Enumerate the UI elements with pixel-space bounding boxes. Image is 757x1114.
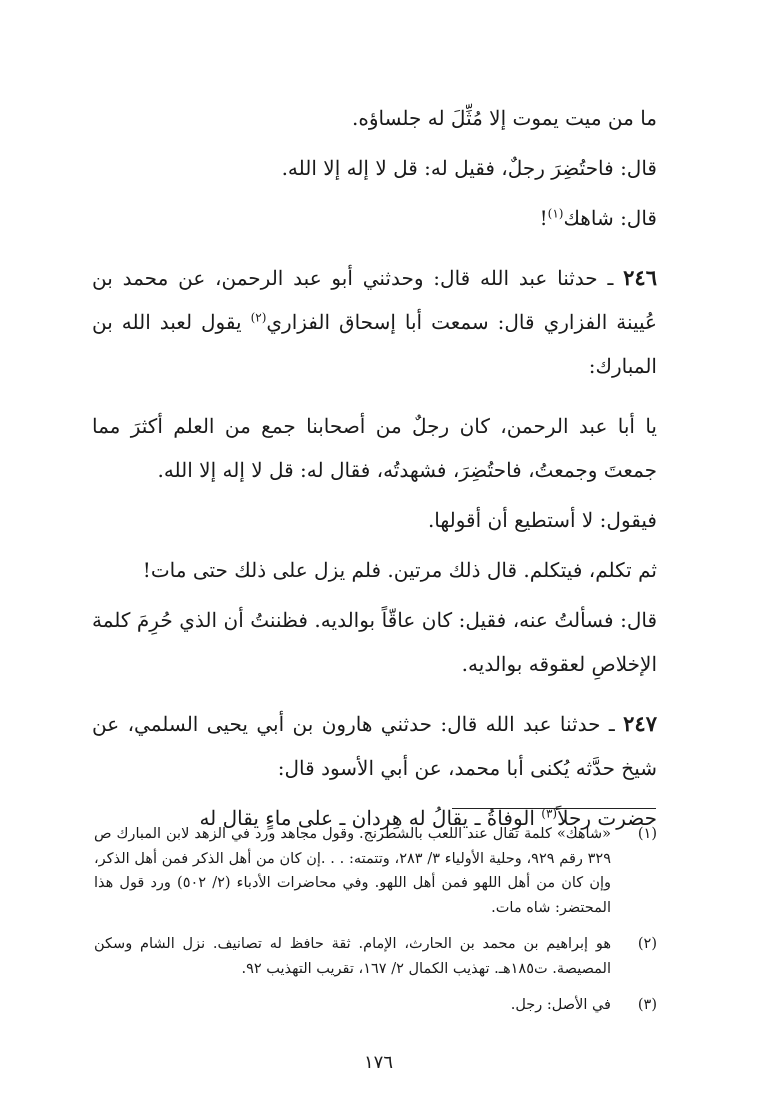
footnote-separator [452, 808, 656, 809]
paragraph-7-text: ثم تكلم، فيتكلم. قال ذلك مرتين. فلم يزل على ذلك حتى مات! [142, 558, 657, 582]
paragraph-6-text: فيقول: لا أستطيع أن أقولها. [427, 508, 657, 532]
paragraph-8-text: قال: فسألتُ عنه، فقيل: كان عاقّاً بوالديه. فظننتُ أن الذي حُرِمَ كلمة الإخلاصِ لعقوقه بوالديه. [92, 608, 657, 676]
hadith-247-text: ـ حدثنا عبد الله قال: حدثني هارون بن أبي يحيى السلمي، عن شيخ حدَّثه يُكنى أبا محمد، عن أبي الأسود قال: [92, 712, 657, 780]
page-number: ١٧٦ [363, 1052, 393, 1073]
footnote-1 [94, 822, 657, 920]
paragraph-5-text: يا أبا عبد الرحمن، كان رجلٌ من أصحابنا جمع من العلم أكثرَ مما جمعتَ وجمعتُ، فاحتُضِرَ، فشهدتُه، فقال له: قل لا إله إلا الله. [92, 414, 657, 482]
footnote-1-text: «شاهك» كلمة تقال عند اللعب بالشطرنج. وقول مجاهد ورد في الزهد لابن المبارك ص ٣٢٩ رقم ٩٢٩، وحلية الأولياء ٣/ ٢٨٣، وتتمته: . . .إن كان من أهل الذكر فمن أهل الذكر، وإن كان من أهل اللهو فمن أهل اللهو. وفي محاضرات الأدباء (٢/ ٥٠٢) ورد قول هذا المحتضر: شاه مات. [94, 826, 611, 916]
paragraph-3-end: ! [539, 206, 548, 230]
paragraph-6 [92, 498, 657, 542]
footnote-2-number: (٢) [637, 936, 657, 952]
paragraph-3-text: قال: شاهك [563, 206, 657, 230]
paragraph-7 [92, 548, 657, 592]
paragraph-3 [92, 196, 657, 240]
hadith-247 [92, 702, 657, 790]
footnote-3 [94, 993, 657, 1018]
paragraph-10-text-a: حضرت رجلاً [557, 806, 657, 830]
footnote-ref-2: (٢) [250, 310, 267, 325]
paragraph-1 [92, 96, 657, 140]
footnotes [94, 822, 657, 1030]
paragraph-5 [92, 404, 657, 492]
footnote-3-text: في الأصل: رجل. [510, 997, 611, 1013]
footnote-2 [94, 932, 657, 981]
paragraph-10-text-b: الوفاةُ ـ يقالُ له هِردان ـ على ماءٍ يقال له [199, 806, 542, 830]
paragraph-1-text: ما من ميت يموت إلا مُثِّلَ له جلساؤه. [351, 106, 657, 130]
hadith-246-text-b: يقول لعبد الله بن المبارك: [92, 310, 657, 378]
footnote-ref-1: (١) [547, 206, 564, 221]
footnote-ref-3: (٣) [541, 806, 558, 821]
footnote-3-number: (٣) [637, 997, 657, 1013]
paragraph-2-text: قال: فاحتُضِرَ رجلٌ، فقيل له: قل لا إله إلا الله. [281, 156, 657, 180]
footnote-2-text: هو إبراهيم بن محمد بن الحارث، الإمام. ثقة حافظ له تصانيف. نزل الشام وسكن المصيصة. ت١٨٥هـ. تهذيب الكمال ٢/ ١٦٧، تقريب التهذيب ٩٢. [94, 936, 611, 977]
hadith-246-text-a: ـ حدثنا عبد الله قال: وحدثني أبو عبد الرحمن، عن محمد بن عُيينة الفزاري قال: سمعت أبا إسحاق الفزاري [92, 266, 657, 334]
hadith-number-247: ٢٤٧ [623, 711, 657, 736]
hadith-246 [92, 256, 657, 388]
paragraph-2 [92, 146, 657, 190]
hadith-number-246: ٢٤٦ [623, 265, 657, 290]
footnote-1-number: (١) [637, 826, 657, 842]
main-text [92, 96, 657, 850]
paragraph-8 [92, 598, 657, 686]
